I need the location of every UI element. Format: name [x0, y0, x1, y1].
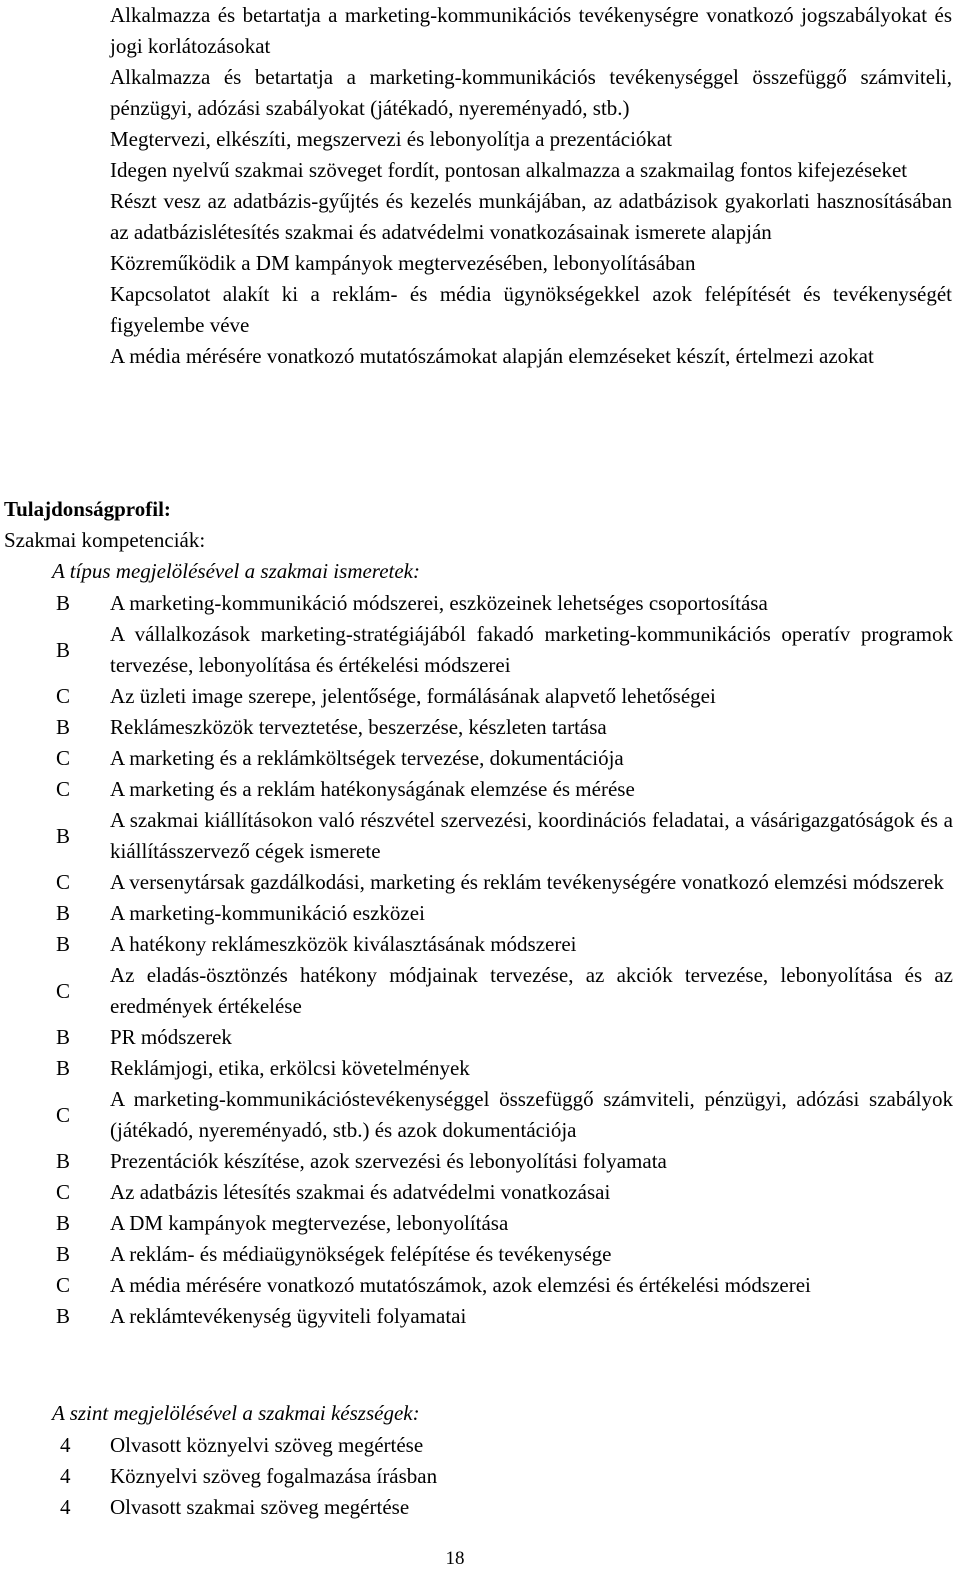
knowledge-text: A DM kampányok megtervezése, lebonyolítása — [110, 1211, 509, 1235]
knowledge-code: C — [56, 870, 71, 894]
knowledge-row — [0, 712, 960, 743]
knowledge-text: A marketing-kommunikációstevékenységgel összefüggő számviteli, pénzügyi, adózási szabályok (játékadó, nyereményadó, stb.) és azok dokumentációja — [110, 1087, 953, 1142]
knowledge-code: B — [56, 932, 71, 956]
skill-row — [0, 1461, 960, 1492]
knowledge-row — [0, 1208, 960, 1239]
knowledge-list — [0, 588, 960, 1332]
knowledge-text: A marketing és a reklámköltségek tervezése, dokumentációja — [110, 746, 624, 770]
task-item: Közreműködik a DM kampányok megtervezésében, lebonyolításában — [110, 251, 696, 275]
knowledge-text: A marketing-kommunikáció módszerei, eszközeinek lehetséges csoportosítása — [110, 591, 768, 615]
skill-text: Olvasott köznyelvi szöveg megértése — [110, 1433, 424, 1457]
knowledge-code: B — [56, 823, 71, 848]
task-item: Alkalmazza és betartatja a marketing-kommunikációs tevékenységgel összefüggő számviteli, pénzügyi, adózási szabályokat (játékadó, nyereményadó, stb.) — [110, 65, 952, 120]
section-label: Szakmai kompetenciák: — [4, 528, 206, 552]
knowledge-text: Reklámjogi, etika, erkölcsi követelmények — [110, 1056, 470, 1080]
skill-text: Köznyelvi szöveg fogalmazása írásban — [110, 1464, 438, 1488]
knowledge-row — [0, 867, 960, 898]
knowledge-text: A reklám- és médiaügynökségek felépítése és tevékenysége — [110, 1242, 612, 1266]
skill-text: Olvasott szakmai szöveg megértése — [110, 1495, 410, 1519]
skill-level: 4 — [60, 1495, 71, 1519]
task-list — [110, 0, 952, 372]
knowledge-code: C — [56, 978, 71, 1003]
knowledge-text: A marketing-kommunikáció eszközei — [110, 901, 425, 925]
knowledge-code: B — [56, 1211, 71, 1235]
task-item: Kapcsolatot alakít ki a reklám- és média ügynökségekkel azok felépítését és tevékenységét figyelembe véve — [110, 282, 952, 337]
knowledge-row — [0, 805, 960, 867]
knowledge-row — [0, 929, 960, 960]
task-item: Részt vesz az adatbázis-gyűjtés és kezelés munkájában, az adatbázisok gyakorlati hasznosításában az adatbázislétesítés szakmai és adatvédelmi vonatkozásainak ismerete alapján — [110, 189, 952, 244]
knowledge-row — [0, 1270, 960, 1301]
skill-level: 4 — [60, 1464, 71, 1488]
knowledge-text: A reklámtevékenység ügyviteli folyamatai — [110, 1304, 467, 1328]
knowledge-code: B — [56, 1242, 71, 1266]
knowledge-row — [0, 1146, 960, 1177]
knowledge-text: A hatékony reklámeszközök kiválasztásának módszerei — [110, 932, 577, 956]
skill-row — [0, 1492, 960, 1523]
knowledge-code: C — [56, 777, 71, 801]
knowledge-text: A vállalkozások marketing-stratégiájából fakadó marketing-kommunikációs operatív programok tervezése, lebonyolítása és értékelési módszerei — [110, 622, 953, 677]
knowledge-row — [0, 1084, 960, 1146]
knowledge-row — [0, 681, 960, 712]
page-number: 18 — [445, 1548, 465, 1569]
knowledge-code: C — [56, 1102, 71, 1127]
task-item: Megtervezi, elkészíti, megszervezi és lebonyolítja a prezentációkat — [110, 127, 673, 151]
knowledge-text: Az eladás-ösztönzés hatékony módjainak tervezése, az akciók tervezése, lebonyolítása és az eredmények értékelése — [110, 963, 953, 1018]
knowledge-code: B — [56, 901, 71, 925]
knowledge-text: A marketing és a reklám hatékonyságának elemzése és mérése — [110, 777, 635, 801]
skill-level: 4 — [60, 1433, 71, 1457]
knowledge-code: C — [56, 1180, 71, 1204]
knowledge-code: C — [56, 1273, 71, 1297]
knowledge-code: B — [56, 637, 71, 662]
knowledge-row — [0, 619, 960, 681]
knowledge-text: Az adatbázis létesítés szakmai és adatvédelmi vonatkozásai — [110, 1180, 611, 1204]
knowledge-text: PR módszerek — [110, 1025, 232, 1049]
knowledge-code: B — [56, 1304, 71, 1328]
knowledge-row — [0, 588, 960, 619]
knowledge-row — [0, 774, 960, 805]
knowledge-row — [0, 743, 960, 774]
knowledge-row — [0, 960, 960, 1022]
knowledge-row — [0, 1301, 960, 1332]
task-item: A média mérésére vonatkozó mutatószámokat alapján elemzéseket készít, értelmezi azokat — [110, 344, 874, 368]
knowledge-code: B — [56, 1056, 71, 1080]
task-item: Alkalmazza és betartatja a marketing-kommunikációs tevékenységre vonatkozó jogszabályokat és jogi korlátozásokat — [110, 3, 952, 58]
skills-list — [0, 1430, 960, 1523]
profile-title: Tulajdonságprofil: — [4, 497, 171, 521]
knowledge-row — [0, 1177, 960, 1208]
knowledge-text: A szakmai kiállításokon való részvétel szervezési, koordinációs feladatai, a vásárigazgatóságok és a kiállításszervező cégek ismerete — [110, 808, 953, 863]
knowledge-code: B — [56, 591, 71, 615]
skills-heading: A szint megjelölésével a szakmai készségek: — [52, 1401, 420, 1425]
knowledge-row — [0, 1053, 960, 1084]
knowledge-text: Az üzleti image szerepe, jelentősége, formálásának alapvető lehetőségei — [110, 684, 716, 708]
task-item: Idegen nyelvű szakmai szöveget fordít, pontosan alkalmazza a szakmailag fontos kifejezéseket — [110, 158, 908, 182]
knowledge-row — [0, 1022, 960, 1053]
knowledge-code: B — [56, 1149, 71, 1173]
knowledge-code: B — [56, 715, 71, 739]
knowledge-heading: A típus megjelölésével a szakmai ismeretek: — [52, 559, 420, 583]
knowledge-text: Reklámeszközök terveztetése, beszerzése, készleten tartása — [110, 715, 607, 739]
knowledge-code: B — [56, 1025, 71, 1049]
knowledge-code: C — [56, 746, 71, 770]
knowledge-code: C — [56, 684, 71, 708]
skill-row — [0, 1430, 960, 1461]
knowledge-text: A média mérésére vonatkozó mutatószámok, azok elemzési és értékelési módszerei — [110, 1273, 811, 1297]
knowledge-text: A versenytársak gazdálkodási, marketing és reklám tevékenységére vonatkozó elemzési módszerek — [110, 870, 944, 894]
knowledge-text: Prezentációk készítése, azok szervezési és lebonyolítási folyamata — [110, 1149, 667, 1173]
knowledge-row — [0, 1239, 960, 1270]
knowledge-row — [0, 898, 960, 929]
